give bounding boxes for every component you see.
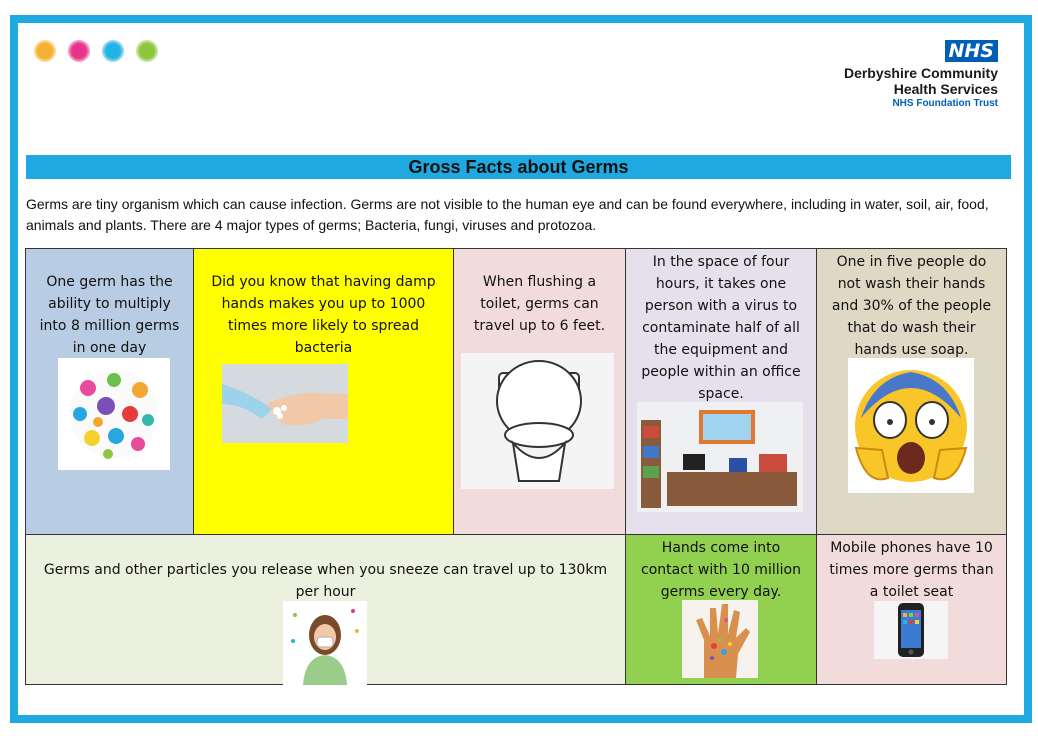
fact-text-6: Germs and other particles you release when you sneeze can travel up to 130km per hour bbox=[43, 562, 608, 600]
org-name-line1: Derbyshire Community bbox=[843, 65, 998, 81]
fact-text-3: When flushing a toilet, germs can travel up to 6 feet. bbox=[473, 274, 606, 334]
org-name-line3: NHS Foundation Trust bbox=[892, 98, 998, 109]
intro-paragraph: Germs are tiny organism which can cause infection. Germs are not visible to the human eye and can be found everywhere, including in water, soil, air, food, animals and plants. There are 4 major types of germs; Bacteria, fungi, viruses and protozoa. bbox=[26, 196, 989, 233]
page-title: Gross Facts about Germs bbox=[26, 155, 1011, 179]
fact-text-2: Did you know that having damp hands makes you up to 1000 times more likely to spread bacteria bbox=[211, 274, 436, 356]
nhs-logo-badge: NHS bbox=[945, 40, 999, 62]
pink-dot-icon bbox=[68, 40, 90, 62]
germ-cluster-image bbox=[58, 358, 170, 470]
blue-dot-icon bbox=[102, 40, 124, 62]
nhs-logo bbox=[844, 40, 998, 110]
fact-text-1: One germ has the ability to multiply into 8 million germs in one day bbox=[39, 274, 180, 356]
hands-washing-image bbox=[222, 364, 348, 443]
green-dot-icon bbox=[136, 40, 158, 62]
mobile-phone-image bbox=[874, 601, 948, 659]
office-image bbox=[637, 402, 803, 512]
org-name-line2: Health Services bbox=[893, 81, 998, 97]
fact-text-7: Hands come into contact with 10 million germs every day. bbox=[641, 540, 801, 600]
germy-hand-image bbox=[682, 600, 758, 678]
orange-dot-icon bbox=[34, 40, 56, 62]
sneezing-person-image bbox=[283, 601, 367, 685]
toilet-image bbox=[461, 353, 614, 489]
fact-text-5: One in five people do not wash their hands and 30% of the people that do wash their hands use soap. bbox=[831, 254, 992, 358]
fact-text-4: In the space of four hours, it takes one person with a virus to contaminate half of all the equipment and people within an office space. bbox=[641, 254, 801, 402]
screaming-emoji-image bbox=[848, 358, 974, 493]
decorative-dots bbox=[34, 40, 158, 62]
fact-text-8: Mobile phones have 10 times more germs than a toilet seat bbox=[829, 540, 994, 600]
